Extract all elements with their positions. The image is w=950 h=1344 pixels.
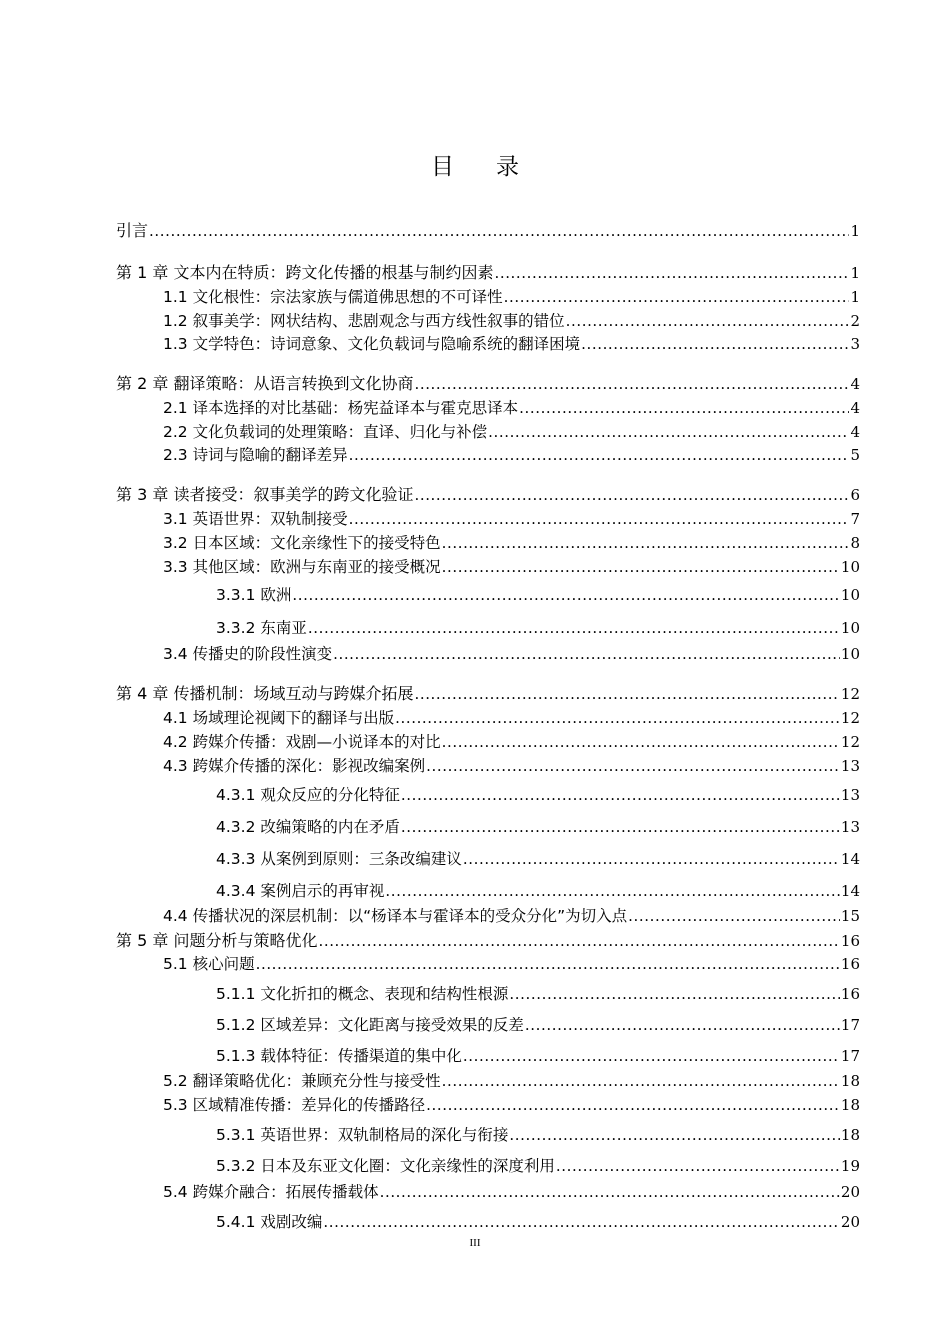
toc-subsection-entry[interactable] (216, 1123, 860, 1147)
toc-entry-page-number: 20 (840, 1183, 860, 1201)
toc-entry-label: 5.3.1 英语世界：双轨制格局的深化与衔接 (216, 1126, 509, 1144)
toc-entry-page-number: 17 (840, 1047, 860, 1065)
toc-entry-label: 3.3 其他区域：欧洲与东南亚的接受概况 (163, 558, 441, 576)
toc-entry-page-number: 10 (840, 619, 860, 637)
toc-entry-page-number: 1 (850, 264, 860, 282)
toc-entry-label: 5.1.1 文化折扣的概念、表现和结构性根源 (216, 985, 509, 1003)
toc-entry-label: 4.3.3 从案例到原则：三条改编建议 (216, 850, 462, 868)
toc-section-entry[interactable] (163, 754, 860, 778)
toc-section-entry[interactable] (163, 309, 860, 333)
toc-entry-page-number: 16 (840, 932, 860, 950)
toc-dot-leader (525, 1016, 840, 1034)
toc-entry-page-number: 7 (850, 510, 860, 528)
toc-entry-page-number: 12 (840, 685, 860, 703)
toc-subsection-entry[interactable] (216, 616, 860, 640)
toc-entry-page-number: 4 (850, 399, 860, 417)
toc-dot-leader (442, 558, 840, 576)
toc-entry-label: 1.2 叙事美学：网状结构、悲剧观念与西方线性叙事的错位 (163, 312, 565, 330)
toc-subsection-entry[interactable] (216, 1154, 860, 1178)
toc-subsection-entry[interactable] (216, 982, 860, 1006)
toc-subsection-entry[interactable] (216, 815, 860, 839)
toc-dot-leader (385, 882, 840, 900)
toc-section-entry[interactable] (163, 1069, 860, 1093)
toc-dot-leader (308, 619, 840, 637)
toc-dot-leader (494, 264, 849, 282)
toc-entry-label: 3.3.1 欧洲 (216, 586, 292, 604)
toc-dot-leader (628, 907, 840, 925)
toc-entry-label: 第 5 章 问题分析与策略优化 (116, 931, 318, 950)
toc-entry-page-number: 10 (840, 558, 860, 576)
toc-chapter-entry[interactable] (116, 928, 860, 952)
toc-entry-label: 5.4 跨媒介融合：拓展传播载体 (163, 1183, 379, 1201)
toc-entry-label: 第 4 章 传播机制：场域互动与跨媒介拓展 (116, 684, 414, 703)
toc-entry-page-number: 13 (840, 786, 860, 804)
toc-entry-label: 5.1.3 载体特征：传播渠道的集中化 (216, 1047, 462, 1065)
toc-entry-label: 4.1 场域理论视阈下的翻译与出版 (163, 709, 395, 727)
toc-dot-leader (426, 1096, 840, 1114)
toc-entry-page-number: 1 (850, 222, 860, 240)
toc-entry-page-number: 18 (840, 1096, 860, 1114)
toc-entry-label: 4.2 跨媒介传播：戏剧—小说译本的对比 (163, 733, 441, 751)
toc-subsection-entry[interactable] (216, 879, 860, 903)
toc-entry-page-number: 1 (850, 288, 860, 306)
toc-entry-page-number: 14 (840, 882, 860, 900)
title-char-2: 录 (496, 154, 519, 180)
toc-dot-leader (401, 818, 840, 836)
toc-entry-label: 4.3.4 案例启示的再审视 (216, 882, 385, 900)
toc-entry-label: 1.3 文学特色：诗词意象、文化负载词与隐喻系统的翻译困境 (163, 335, 581, 353)
toc-entry-label: 5.4.1 戏剧改编 (216, 1213, 323, 1231)
toc-entry-page-number: 19 (840, 1157, 860, 1175)
toc-entry-page-number: 18 (840, 1072, 860, 1090)
toc-section-entry[interactable] (163, 904, 860, 928)
toc-section-entry[interactable] (163, 396, 860, 420)
toc-entry-label: 5.1.2 区域差异：文化距离与接受效果的反差 (216, 1016, 524, 1034)
title-char-1: 目 (431, 154, 454, 180)
toc-dot-leader (556, 1157, 840, 1175)
toc-section-entry[interactable] (163, 642, 860, 666)
toc-dot-leader (395, 709, 840, 727)
toc-dot-leader (149, 222, 849, 240)
toc-dot-leader (504, 288, 850, 306)
toc-dot-leader (463, 850, 840, 868)
toc-entry-page-number: 14 (840, 850, 860, 868)
toc-entry-page-number: 16 (840, 985, 860, 1003)
toc-entry-page-number: 17 (840, 1016, 860, 1034)
toc-entry-label: 4.3.1 观众反应的分化特征 (216, 786, 400, 804)
toc-dot-leader (463, 1047, 840, 1065)
toc-dot-leader (414, 375, 849, 393)
toc-entry-page-number: 12 (840, 733, 860, 751)
toc-entry-page-number: 18 (840, 1126, 860, 1144)
toc-entry-page-number: 3 (850, 335, 860, 353)
toc-entry-page-number: 4 (850, 375, 860, 393)
page-number-footer: III (469, 1237, 481, 1249)
toc-entry-label: 2.3 诗词与隐喻的翻译差异 (163, 446, 348, 464)
toc-entry-label: 第 2 章 翻译策略：从语言转换到文化协商 (116, 374, 414, 393)
toc-dot-leader (318, 932, 839, 950)
toc-entry-label: 2.2 文化负载词的处理策略：直译、归化与补偿 (163, 423, 488, 441)
toc-dot-leader (401, 786, 840, 804)
toc-entry-page-number: 6 (850, 486, 860, 504)
toc-dot-leader (292, 586, 840, 604)
toc-section-entry[interactable] (163, 1093, 860, 1117)
toc-section-entry[interactable] (163, 1180, 860, 1204)
toc-section-entry[interactable] (163, 555, 860, 579)
toc-chapter-entry[interactable] (116, 482, 860, 506)
toc-section-entry[interactable] (163, 285, 860, 309)
toc-entry-label: 3.4 传播史的阶段性演变 (163, 645, 333, 663)
toc-entry-label: 3.3.2 东南亚 (216, 619, 307, 637)
toc-entry-page-number: 13 (840, 818, 860, 836)
toc-chapter-entry[interactable] (116, 371, 860, 395)
toc-dot-leader (509, 985, 840, 1003)
toc-entry-page-number: 20 (840, 1213, 860, 1231)
toc-dot-leader (349, 446, 850, 464)
toc-subsection-entry[interactable] (216, 783, 860, 807)
toc-subsection-entry[interactable] (216, 847, 860, 871)
toc-dot-leader (519, 399, 849, 417)
toc-entry-page-number: 12 (840, 709, 860, 727)
toc-intro-entry[interactable] (116, 218, 860, 242)
toc-section-entry[interactable] (163, 332, 860, 356)
toc-dot-leader (488, 423, 849, 441)
toc-entry-label: 5.1 核心问题 (163, 955, 255, 973)
toc-subsection-entry[interactable] (216, 1013, 860, 1037)
toc-chapter-entry[interactable] (116, 260, 860, 284)
toc-dot-leader (323, 1213, 840, 1231)
toc-entry-page-number: 8 (850, 534, 860, 552)
toc-dot-leader (414, 685, 839, 703)
toc-section-entry[interactable] (163, 730, 860, 754)
toc-dot-leader (442, 1072, 840, 1090)
toc-entry-page-number: 13 (840, 757, 860, 775)
toc-dot-leader (442, 534, 850, 552)
toc-entry-label: 1.1 文化根性：宗法家族与儒道佛思想的不可译性 (163, 288, 503, 306)
toc-entry-label: 5.3 区域精准传播：差异化的传播路径 (163, 1096, 426, 1114)
toc-dot-leader (380, 1183, 840, 1201)
toc-subsection-entry[interactable] (216, 1044, 860, 1068)
toc-section-entry[interactable] (163, 952, 860, 976)
toc-subsection-entry[interactable] (216, 583, 860, 607)
toc-entry-label: 5.2 翻译策略优化：兼顾充分性与接受性 (163, 1072, 441, 1090)
toc-entry-page-number: 5 (850, 446, 860, 464)
toc-entry-page-number: 10 (840, 645, 860, 663)
toc-dot-leader (509, 1126, 840, 1144)
toc-dot-leader (349, 510, 850, 528)
toc-dot-leader (414, 486, 849, 504)
toc-subsection-entry[interactable] (216, 1210, 860, 1234)
toc-entry-label: 2.1 译本选择的对比基础：杨宪益译本与霍克思译本 (163, 399, 519, 417)
toc-section-entry[interactable] (163, 420, 860, 444)
toc-entry-page-number: 16 (840, 955, 860, 973)
toc-entry-label: 第 1 章 文本内在特质：跨文化传播的根基与制约因素 (116, 263, 494, 282)
toc-entry-label: 5.3.2 日本及东亚文化圈：文化亲缘性的深度利用 (216, 1157, 555, 1175)
toc-entry-label: 4.4 传播状况的深层机制：以“杨译本与霍译本的受众分化”为切入点 (163, 907, 628, 925)
toc-entry-label: 3.1 英语世界：双轨制接受 (163, 510, 348, 528)
toc-entry-page-number: 10 (840, 586, 860, 604)
toc-section-entry[interactable] (163, 443, 860, 467)
page-title (0, 148, 950, 181)
toc-dot-leader (566, 312, 850, 330)
toc-entry-label: 4.3.2 改编策略的内在矛盾 (216, 818, 400, 836)
toc-entry-page-number: 2 (850, 312, 860, 330)
toc-dot-leader (442, 733, 840, 751)
toc-entry-label: 4.3 跨媒介传播的深化：影视改编案例 (163, 757, 426, 775)
toc-entry-label: 3.2 日本区域：文化亲缘性下的接受特色 (163, 534, 441, 552)
toc-section-entry[interactable] (163, 507, 860, 531)
toc-dot-leader (581, 335, 849, 353)
toc-entry-page-number: 4 (850, 423, 860, 441)
toc-entry-label: 引言 (116, 221, 149, 240)
toc-chapter-entry[interactable] (116, 681, 860, 705)
toc-dot-leader (426, 757, 840, 775)
toc-entry-page-number: 15 (840, 907, 860, 925)
toc-dot-leader (333, 645, 840, 663)
toc-dot-leader (256, 955, 840, 973)
toc-section-entry[interactable] (163, 531, 860, 555)
toc-section-entry[interactable] (163, 706, 860, 730)
toc-entry-label: 第 3 章 读者接受：叙事美学的跨文化验证 (116, 485, 414, 504)
